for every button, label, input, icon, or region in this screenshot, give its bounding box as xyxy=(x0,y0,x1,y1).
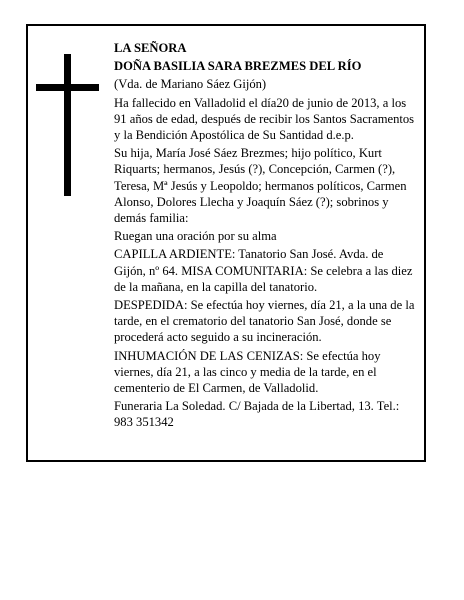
prayer-request: Ruegan una oración por su alma xyxy=(114,229,277,244)
widow-of: (Vda. de Mariano Sáez Gijón) xyxy=(114,77,267,92)
family-list: Su hija, María José Sáez Brezmes; hijo político, Kurt Riquarts; hermanos, Jesús (?), Concepción, Carmen (?), Teresa, Mª Jesús y Leopoldo; hermanos políticos, Carmen Alonso, Dolores Llecha y Joaquín Sáez (?); sobrinos y demás familia: xyxy=(114,146,407,226)
ashes-info: INHUMACIÓN DE LAS CENIZAS: Se efectúa hoy viernes, día 21, a las cinco y media de la tarde, en el cementerio de El Carmen, de Valladolid. xyxy=(114,348,381,396)
chapel-info: CAPILLA ARDIENTE: Tanatorio San José. Avda. de Gijón, nº 64. MISA COMUNITARIA: Se celebra a las diez de la mañana, en la capilla del tanatorio. xyxy=(114,247,413,294)
funeral-home-info: Funeraria La Soledad. C/ Bajada de la Libertad, 13. Tel.: 983 351342 xyxy=(114,399,400,430)
death-announcement: Ha fallecido en Valladolid el día20 de junio de 2013, a los 91 años de edad, después de recibir los Santos Sacramentos y la Bendición Apostólica de Su Santidad d.e.p. xyxy=(114,95,415,143)
cross-horizontal-bar xyxy=(36,84,99,91)
notice-title: LA SEÑORA xyxy=(114,41,187,55)
obituary-text xyxy=(114,40,418,433)
deceased-name: DOÑA BASILIA SARA BREZMES DEL RÍO xyxy=(114,59,362,74)
farewell-info: DESPEDIDA: Se efectúa hoy viernes, día 21, a la una de la tarde, en el crematorio del tanatorio San José, donde se procederá acto seguido a su incineración. xyxy=(114,298,415,345)
cross-vertical-bar xyxy=(64,54,71,196)
